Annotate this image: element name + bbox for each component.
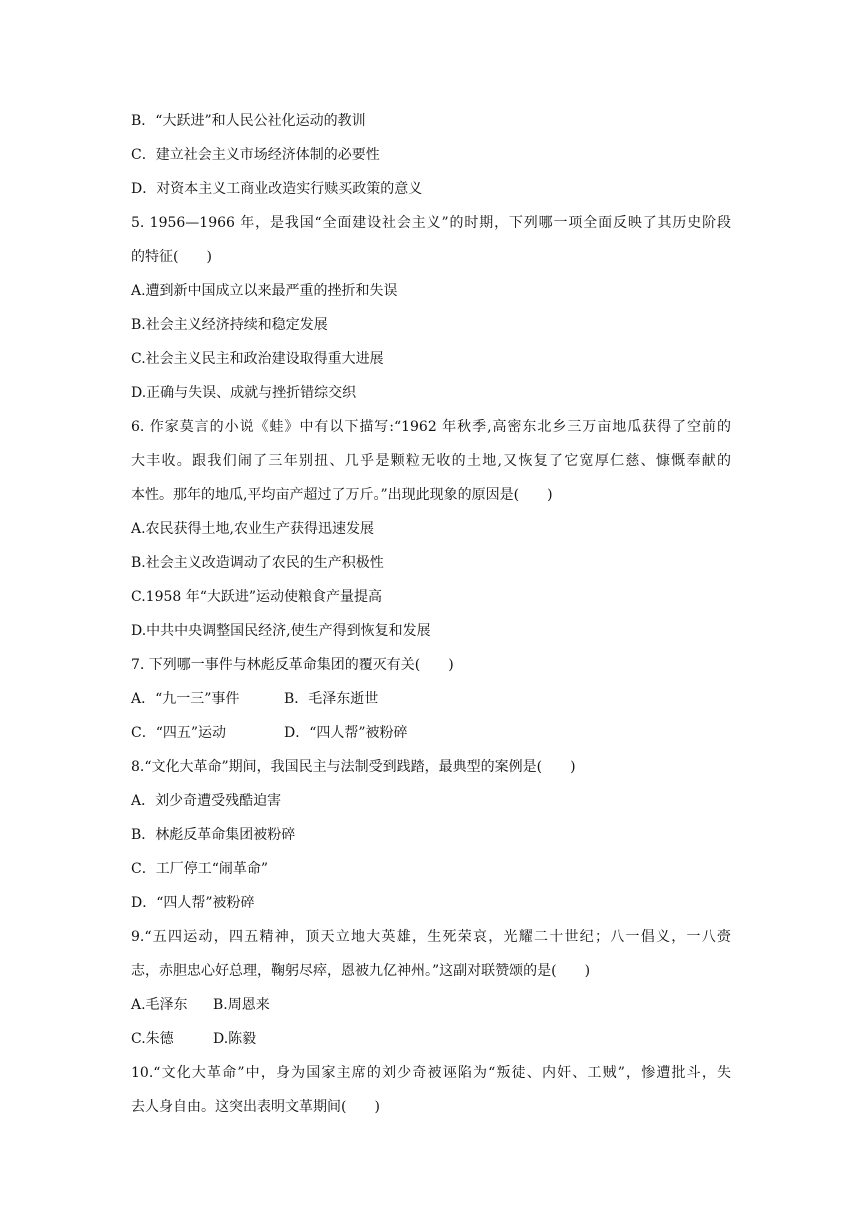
q9-option-a: A.毛泽东 [131, 997, 188, 1013]
q10-stem-line1: 10.“文化大革命”中，身为国家主席的刘少奇被诬陷为“叛徒、内奸、工贼”，惨遭批斗，失 [131, 1065, 731, 1081]
q6-stem-line1: 6. 作家莫言的小说《蛙》中有以下描写:“1962 年秋季,高密东北乡三万亩地瓜获得了空前的 [131, 419, 731, 435]
q6-option-c: C.1958 年“大跃进”运动使粮食产量提高 [131, 589, 383, 605]
q9-options-row1 [131, 996, 270, 1014]
q5-option-c: C.社会主义民主和政治建设取得重大进展 [131, 351, 384, 367]
q4-option-c: C．建立社会主义市场经济体制的必要性 [131, 147, 380, 163]
q4-option-b: B．“大跃进”和人民公社化运动的教训 [131, 113, 366, 129]
q6-stem-line3: 本性。那年的地瓜,平均亩产超过了万斤。”出现此现象的原因是( ) [131, 487, 553, 503]
q7-options-row2 [131, 724, 408, 742]
q7-option-b: B．毛泽东逝世 [284, 691, 379, 707]
q9-option-d: D.陈毅 [213, 1031, 257, 1047]
q5-option-a: A.遭到新中国成立以来最严重的挫折和失误 [131, 283, 398, 299]
q9-option-b: B.周恩来 [213, 997, 270, 1013]
q9-option-c: C.朱德 [131, 1031, 174, 1047]
q5-stem-line1: 5. 1956—1966 年，是我国“全面建设社会主义”的时期，下列哪一项全面反映了其历史阶段 [131, 215, 731, 231]
q9-options-row2 [131, 1030, 256, 1048]
q9-stem-line2: 志，赤胆忠心好总理，鞠躬尽瘁，恩被九亿神州。”这副对联赞颂的是( ) [131, 963, 591, 979]
q5-option-b: B.社会主义经济持续和稳定发展 [131, 317, 328, 333]
q9-stem-line1: 9.“五四运动，四五精神，顶天立地大英雄，生死荣哀，光耀二十世纪；八一倡义，一八赍 [131, 929, 731, 945]
q6-option-a: A.农民获得土地,农业生产获得迅速发展 [131, 521, 375, 537]
q7-options-row1 [131, 690, 378, 708]
q6-option-d: D.中共中央调整国民经济,使生产得到恢复和发展 [131, 623, 431, 639]
q5-stem-line2: 的特征( ) [131, 249, 212, 265]
q7-option-a: A．“九一三”事件 [131, 691, 240, 707]
q7-stem: 7. 下列哪一事件与林彪反革命集团的覆灭有关( ) [131, 657, 454, 673]
q8-option-a: A．刘少奇遭受残酷迫害 [131, 793, 282, 809]
q8-option-c: C．工厂停工“闹革命” [131, 861, 269, 877]
q6-stem-line2: 大丰收。跟我们闹了三年别扭、几乎是颗粒无收的土地,又恢复了它宽厚仁慈、慷慨奉献的 [131, 453, 731, 469]
q4-option-d: D．对资本主义工商业改造实行赎买政策的意义 [131, 181, 423, 197]
q8-option-d: D．“四人帮”被粉碎 [131, 895, 255, 911]
q5-option-d: D.正确与失误、成就与挫折错综交织 [131, 385, 357, 401]
q8-stem: 8.“文化大革命”期间，我国民主与法制受到践踏，最典型的案例是( ) [131, 759, 576, 775]
q10-stem-line2: 去人身自由。这突出表明文革期间( ) [131, 1099, 380, 1115]
q7-option-d: D．“四人帮”被粉碎 [284, 725, 408, 741]
q6-option-b: B.社会主义改造调动了农民的生产积极性 [131, 555, 384, 571]
q8-option-b: B．林彪反革命集团被粉碎 [131, 827, 296, 843]
q7-option-c: C．“四五”运动 [131, 725, 227, 741]
